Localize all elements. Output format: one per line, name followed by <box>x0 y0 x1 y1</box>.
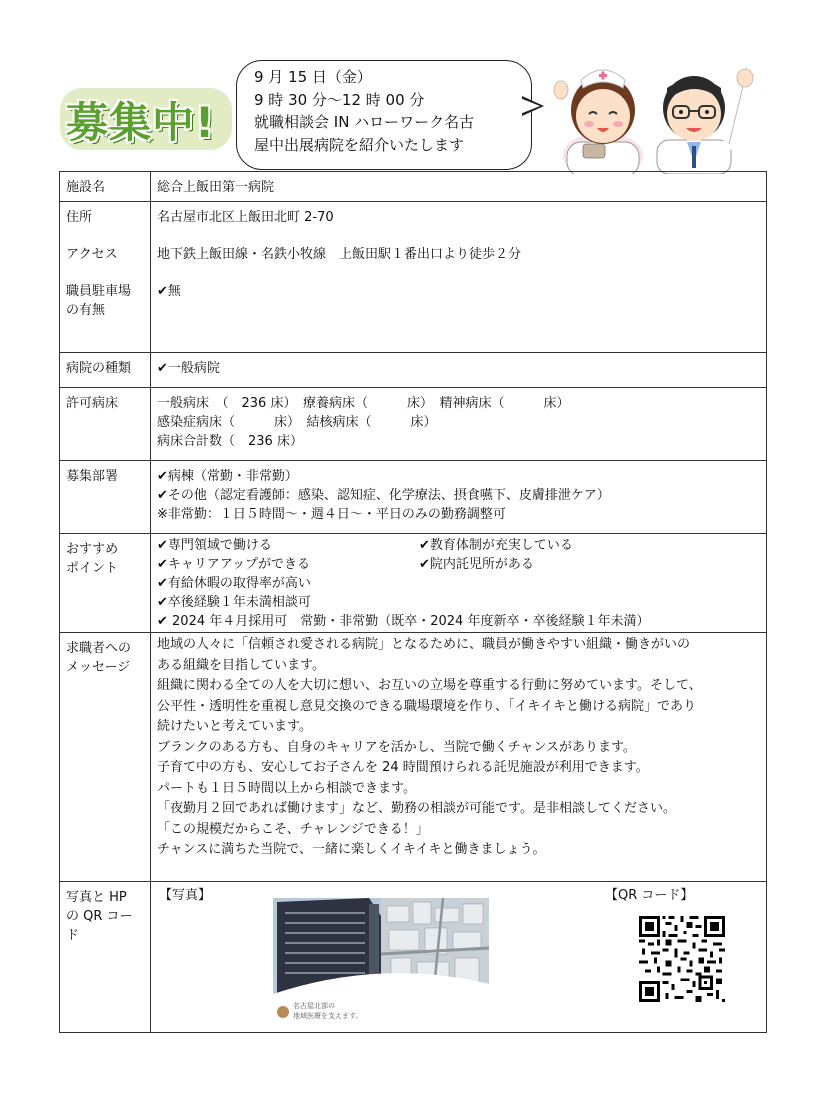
point-item: ✔専門領域で働ける <box>157 538 272 553</box>
hospital-info-table <box>59 171 767 1033</box>
parking-label-line: 職員駐車場 <box>66 284 132 299</box>
message-label-line: メッセージ <box>66 660 131 675</box>
access-label: アクセス <box>66 247 118 262</box>
message-line: 「夜勤月２回であれば働けます」など、勤務の相談が可能です。是非相談してください。 <box>157 801 676 816</box>
nurse-doctor-illustration <box>545 52 755 174</box>
address-value: 名古屋市北区上飯田北町 2-70 <box>157 210 334 225</box>
message-line: チャンスに満ちた当院で、一緒に楽しくイキイキと働きましょう。 <box>157 842 546 857</box>
qr-finder-top-right <box>704 916 725 937</box>
qr-finder-bottom-left <box>639 981 660 1002</box>
badge-text: 募集中! <box>66 98 216 147</box>
points-label-line: ポイント <box>66 561 119 576</box>
qr-label: 【QR コード】 <box>605 887 694 903</box>
point-item: ✔教育体制が充実している <box>419 538 573 553</box>
beds-line: 感染症病床（ 床） 結核病床（ 床） <box>157 415 437 430</box>
row-facility <box>60 172 767 202</box>
parking-label <box>66 282 144 320</box>
bubble-line: 9 時 30 分～12 時 00 分 <box>254 90 425 109</box>
parking-label-line: の有無 <box>66 303 106 318</box>
message-line: ブランクのある方も、自身のキャリアを活かし、当院で働くチャンスがあります。 <box>157 739 636 755</box>
message-line: 「この規模だからこそ、チャレンジできる！」 <box>157 821 429 837</box>
parking-value: ✔無 <box>157 284 181 299</box>
photo-label: 【写真】 <box>159 887 212 903</box>
photo-caption-line: 地域医療を支えます。 <box>293 1011 363 1020</box>
row-points <box>60 534 767 633</box>
point-item: ✔ 2024 年４月採用可 常勤・非常勤（既卒・2024 年度新卒・卒後経験１年未満） <box>157 614 650 629</box>
qr-finder-top-left <box>639 916 660 937</box>
facility-value: 総合上飯田第一病院 <box>151 172 767 202</box>
recruiting-badge <box>60 88 232 150</box>
row-photo-qr <box>60 881 767 1032</box>
message-label-line: 求職者への <box>66 641 132 656</box>
points-label-line: おすすめ <box>66 542 119 557</box>
department-line: ✔その他（認定看護師：感染、認知症、化学療法、摂食嚥下、皮膚排泄ケア） <box>157 488 610 503</box>
message-line: 公平性・透明性を重視し意見交換のできる職場環境を作り、「イキイキと働ける病院」であり <box>157 698 696 714</box>
bubble-line: 就職相談会 IN ハローワーク名古 <box>254 113 475 131</box>
photo-caption-line: 名古屋北部の <box>293 1001 335 1010</box>
department-line: ✔病棟（常勤・非常勤） <box>157 469 298 484</box>
message-line: 組織に関わる全ての人を大切に想い、お互いの立場を尊重する行動に努めています。そして、 <box>157 678 702 693</box>
nurse-icon <box>554 70 643 174</box>
beds-label: 許可病床 <box>60 388 151 461</box>
points-pair <box>157 536 760 555</box>
message-line: 地域の人々に「信頼され愛される病院」となるために、職員が働きやすい組織・働きがいの <box>157 637 691 652</box>
hospital-type-label: 病院の種類 <box>60 353 151 388</box>
row-departments <box>60 461 767 534</box>
hospital-type-value: ✔一般病院 <box>151 353 767 388</box>
row-message <box>60 633 767 882</box>
hospital-photo <box>273 898 489 1026</box>
bubble-line: 9 月 15 日（金） <box>254 68 372 86</box>
point-item: ✔院内託児所がある <box>419 557 534 572</box>
row-beds <box>60 388 767 461</box>
message-line: 子育て中の方も、安心してお子さんを 24 時間預けられる託児施設が利用できます。 <box>157 760 649 775</box>
message-line: 続けたいと考えています。 <box>157 719 312 734</box>
bubble-line: 屋中出展病院を紹介いたします <box>254 135 465 154</box>
access-value: 地下鉄上飯田線・名鉄小牧線 上飯田駅１番出口より徒歩２分 <box>157 247 522 262</box>
address-label: 住所 <box>66 210 93 225</box>
point-item: ✔キャリアアップができる <box>157 557 310 572</box>
photo-qr-label-line: の QR コー <box>66 908 133 924</box>
beds-line: 一般病床 （ 236 床） 療養病床（ 床） 精神病床（ 床） <box>157 396 570 411</box>
message-line: ある組織を目指しています。 <box>157 657 325 673</box>
point-item: ✔卒後経験１年未満相談可 <box>157 595 311 610</box>
row-address <box>60 202 767 353</box>
point-item: ✔有給休暇の取得率が高い <box>157 576 311 591</box>
points-pair <box>157 555 760 574</box>
bubble-text <box>254 66 524 156</box>
photo-qr-label-line: ド <box>66 927 80 943</box>
doctor-icon <box>657 69 753 174</box>
facility-label: 施設名 <box>60 172 151 202</box>
beds-line: 病床合計数（ 236 床） <box>157 434 303 449</box>
message-line: パートも１日５時間以上から相談できます。 <box>157 780 416 796</box>
qr-code[interactable] <box>639 916 725 1002</box>
photo-qr-label-line: 写真と HP <box>66 889 127 905</box>
department-line: ※非常勤：１日５時間～・週４日～・平日のみの勤務調整可 <box>157 507 506 522</box>
departments-label: 募集部署 <box>60 461 151 534</box>
row-hospital-type <box>60 353 767 388</box>
